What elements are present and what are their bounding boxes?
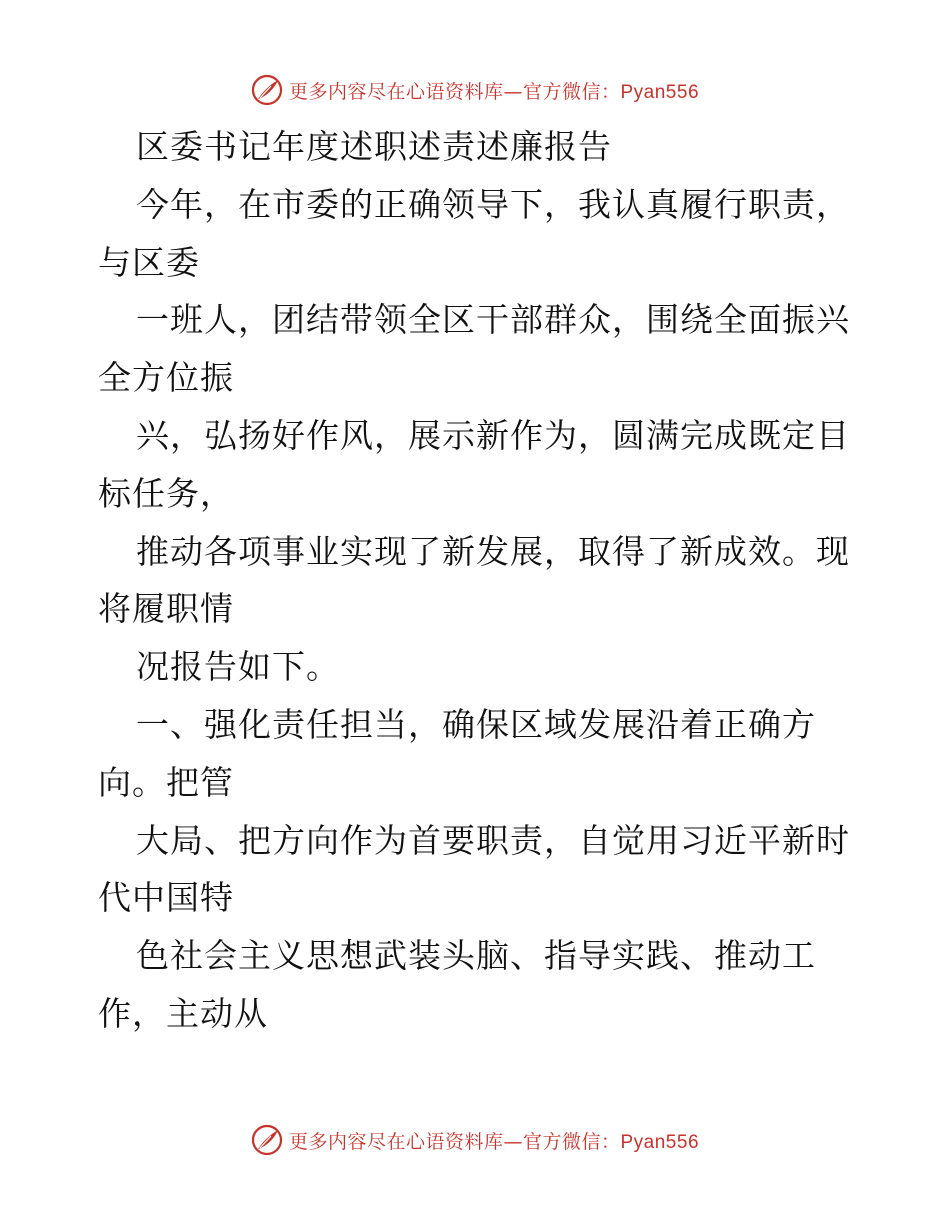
text-line: 将履职情	[98, 589, 234, 629]
header-watermark	[0, 70, 950, 110]
quill-logo-icon	[251, 1124, 283, 1156]
text-line: 推动各项事业实现了新发展，取得了新成效。现	[136, 531, 850, 571]
text-line: 色社会主义思想武装头脑、指导实践、推动工	[136, 936, 816, 976]
footer-watermark	[0, 1120, 950, 1160]
text-line: 代中国特	[98, 878, 234, 918]
document-body	[98, 118, 858, 1043]
text-line: 作，主动从	[98, 993, 268, 1033]
watermark-text: 更多内容尽在心语资料库—官方微信：Pyan556	[288, 80, 700, 103]
text-line: 标任务，	[98, 473, 234, 513]
quill-logo-icon	[251, 74, 283, 106]
watermark-text: 更多内容尽在心语资料库—官方微信：Pyan556	[288, 1130, 700, 1153]
text-line: 兴，弘扬好作风，展示新作为，圆满完成既定目	[136, 415, 850, 455]
text-line: 一班人，团结带领全区干部群众，围绕全面振兴	[136, 300, 850, 340]
document-title: 区委书记年度述职述责述廉报告	[136, 127, 612, 166]
text-line: 全方位振	[98, 358, 234, 398]
text-line: 大局、把方向作为首要职责，自觉用习近平新时	[136, 820, 850, 860]
text-line: 向。把管	[98, 762, 234, 802]
text-line: 今年，在市委的正确领导下，我认真履行职责，	[136, 184, 850, 224]
text-line: 与区委	[98, 242, 200, 282]
text-line: 况报告如下。	[136, 647, 340, 687]
section-heading: 一、强化责任担当，确保区域发展沿着正确方	[136, 704, 816, 744]
